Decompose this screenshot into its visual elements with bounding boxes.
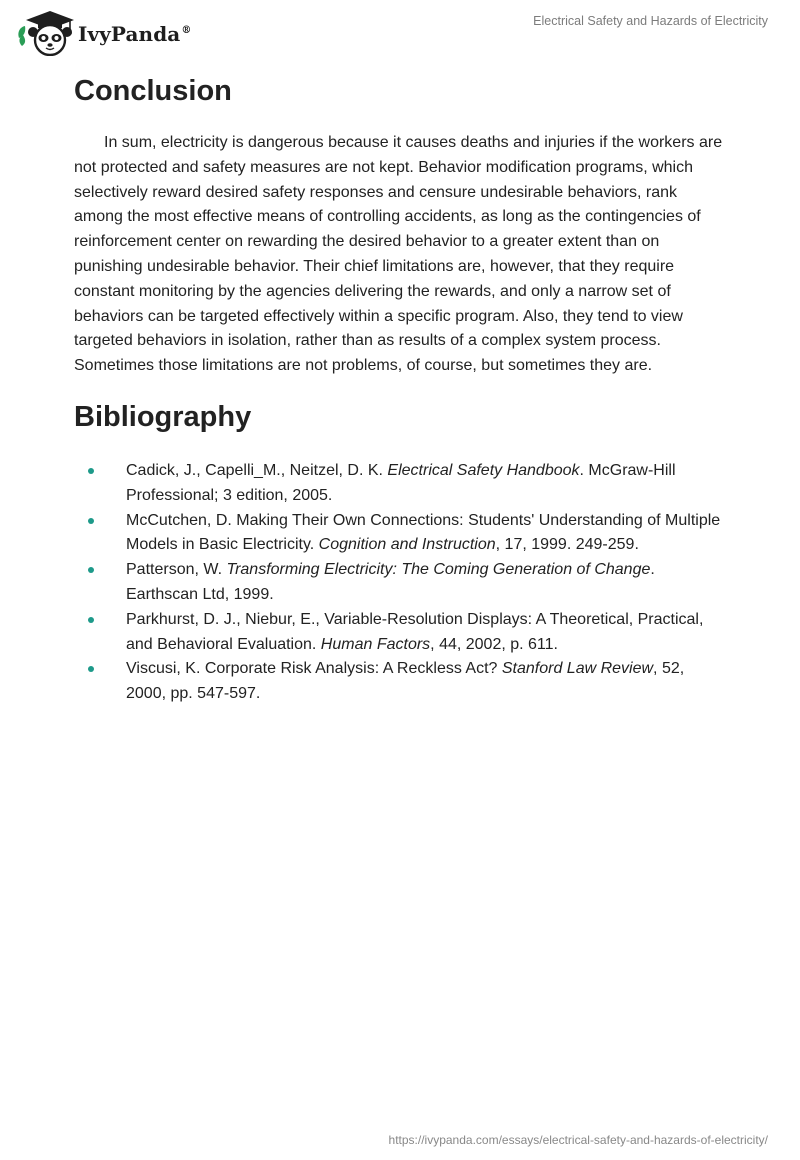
bibliography-item (74, 657, 724, 707)
essay-content (74, 74, 724, 707)
citation-title: Transforming Electricity: The Coming Generation of Change (226, 561, 651, 579)
logo-wordmark: IvyPanda® (78, 22, 192, 46)
citation-text: Patterson, W. (126, 561, 227, 579)
bibliography-item (74, 509, 724, 559)
document-title: Electrical Safety and Hazards of Electricity (533, 14, 768, 28)
citation-text: Viscusi, K. Corporate Risk Analysis: A Reckless Act? (126, 660, 502, 678)
citation-text: , 17, 1999. 249-259. (495, 536, 639, 554)
bullet-dot-icon (88, 468, 94, 474)
citation-text: . McGraw-Hill Professional; 3 edition, 2005. (126, 461, 676, 504)
conclusion-section (74, 74, 724, 379)
citation-title: Stanford Law Review (501, 660, 654, 678)
citation-title: Electrical Safety Handbook (387, 461, 580, 479)
citation-title: Cognition and Instruction (318, 536, 496, 554)
citation-title: Human Factors (320, 635, 431, 653)
ivypanda-logo[interactable] (16, 8, 191, 56)
source-url-link[interactable]: https://ivypanda.com/essays/electrical-safety-and-hazards-of-electricity/ (388, 1133, 768, 1147)
conclusion-paragraph: In sum, electricity is dangerous because it causes deaths and injuries if the workers are not protected and safety measures are not kept. Behavior modification programs, which selectively reward desired safety responses and censure undesirable behaviors, rank among the most effective means of controlling accidents, as long as the contingencies of reinforcement center on rewarding the desired behavior to a greater extent than on punishing undesirable behavior. Their chief limitations are, however, that they require constant monitoring by the agencies delivering the rewards, and only a narrow set of behaviors can be targeted effectively within a specific program. Also, they tend to view targeted behaviors in isolation, rather than as results of a complex system process. Sometimes those limitations are not problems, of course, but sometimes they are. (74, 134, 723, 375)
bibliography-heading: Bibliography (74, 400, 252, 433)
citation-text: , 44, 2002, p. 611. (430, 635, 558, 653)
bullet-dot-icon (88, 617, 94, 623)
bibliography-list (74, 459, 724, 707)
bibliography-item (74, 459, 724, 509)
bullet-dot-icon (88, 666, 94, 672)
bibliography-section (74, 400, 724, 707)
citation-text: McCutchen, D. Making Their Own Connections: Students' Understanding of Multiple Models in Basic Electricity. (126, 511, 721, 554)
conclusion-heading: Conclusion (74, 75, 232, 107)
bibliography-item (74, 558, 724, 608)
citation-text: , 52, 2000, pp. 547-597. (126, 660, 685, 703)
bullet-dot-icon (88, 567, 94, 573)
bibliography-item (74, 608, 724, 658)
page-header (0, 0, 800, 62)
registered-mark: ® (181, 25, 192, 37)
citation-text: . Earthscan Ltd, 1999. (126, 561, 655, 603)
citation-text: Cadick, J., Capelli_M., Neitzel, D. K. (126, 461, 388, 479)
bullet-dot-icon (88, 518, 94, 524)
citation-text: Parkhurst, D. J., Niebur, E., Variable-Resolution Displays: A Theoretical, Practical, and Behavioral Evaluation. (126, 610, 704, 653)
panda-graduate-icon (16, 8, 76, 56)
